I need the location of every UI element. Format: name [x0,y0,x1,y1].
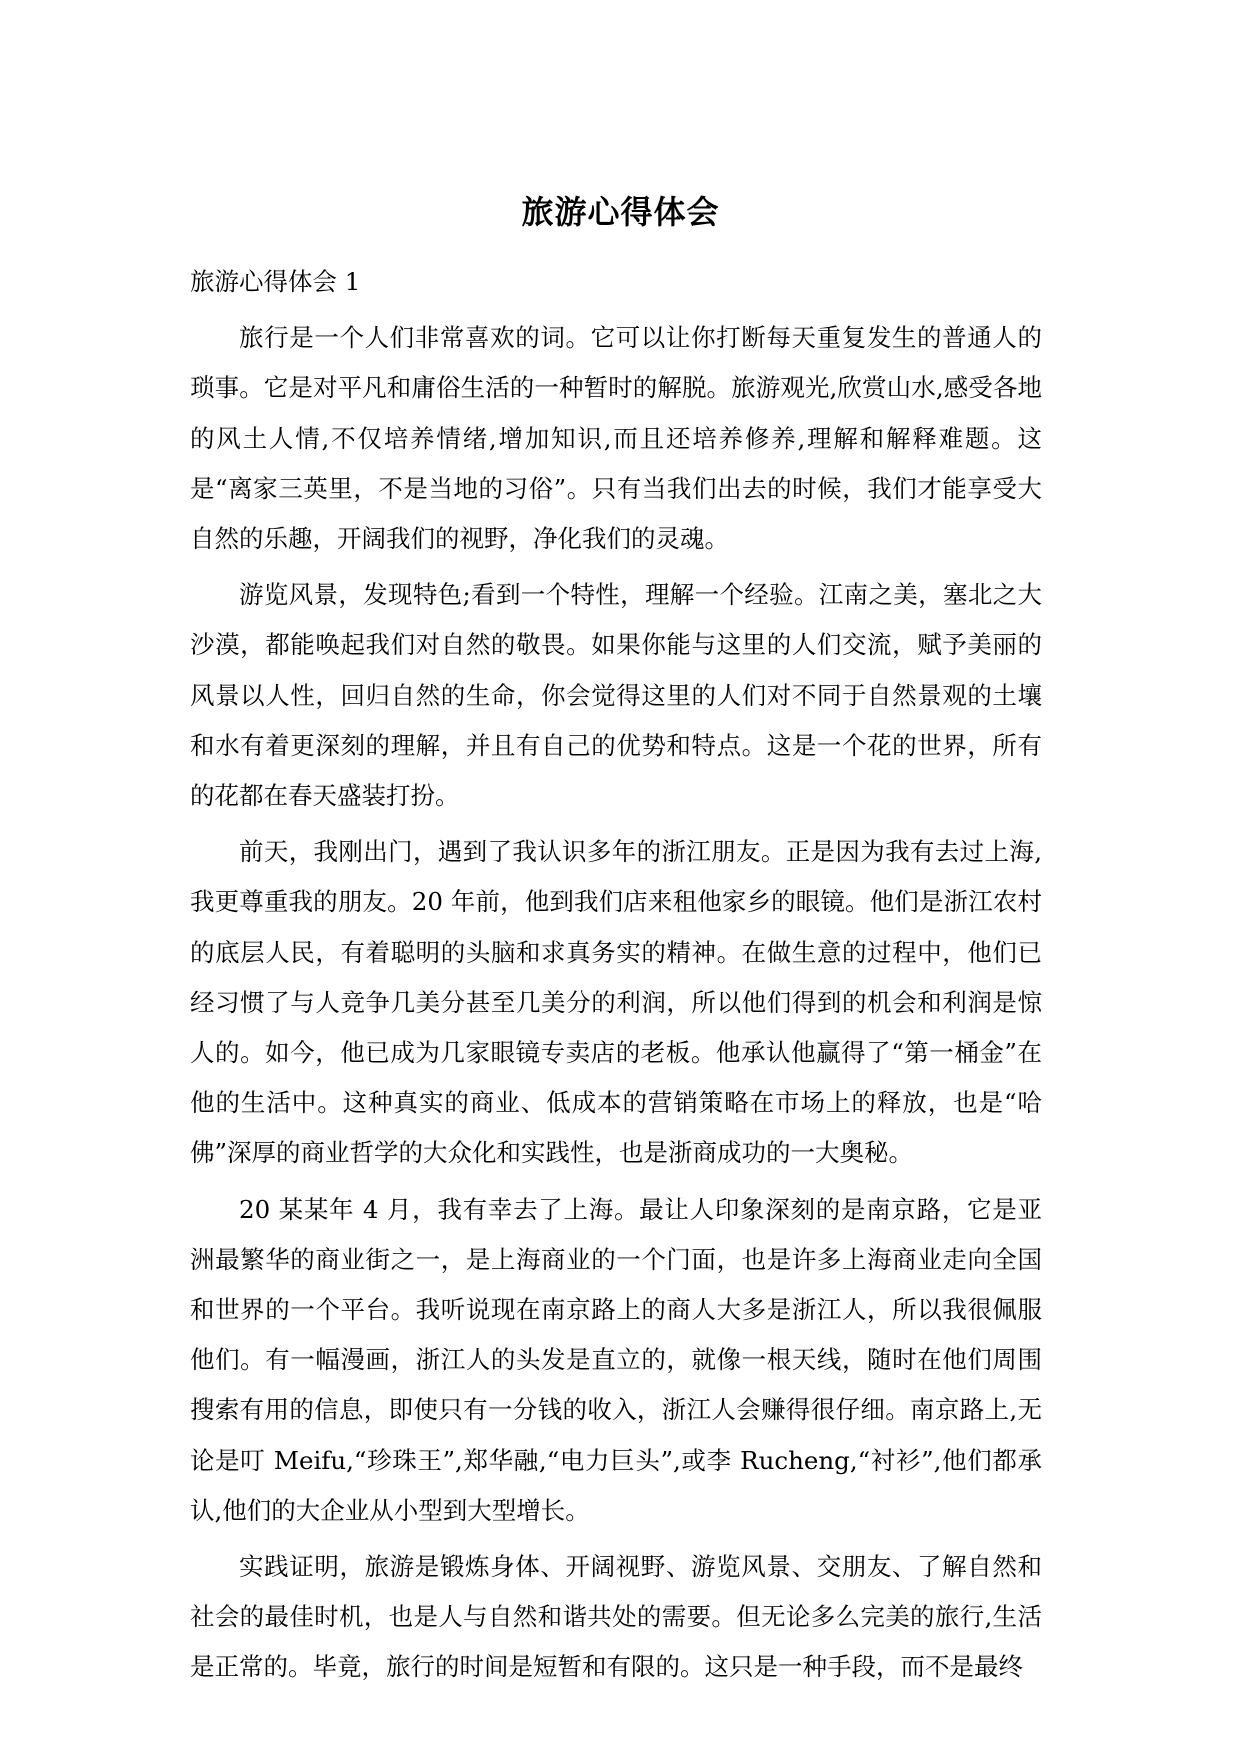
section-heading: 旅游心得体会 1 [190,267,361,296]
document-body [190,257,1042,1699]
paragraph-3: 前天，我刚出门，遇到了我认识多年的浙江朋友。正是因为我有去过上海,我更尊重我的朋友。20 年前，他到我们店来租他家乡的眼镜。他们是浙江农村的底层人民，有着聪明的头脑和求真务实的精神。在做生意的过程中，他们已经习惯了与人竞争几美分甚至几美分的利润，所以他们得到的机会和利润是惊人的。如今，他已成为几家眼镜专卖店的老板。他承认他赢得了“第一桶金”在他的生活中。这种真实的商业、低成本的营销策略在市场上的释放，也是“哈佛”深厚的商业哲学的大众化和实践性，也是浙商成功的一大奥秘。 [190,837,1042,1168]
document-title: 旅游心得体会 [521,193,720,231]
paragraph-4: 20 某某年 4 月，我有幸去了上海。最让人印象深刻的是南京路，它是亚洲最繁华的商业街之一，是上海商业的一个门面，也是许多上海商业走向全国和世界的一个平台。我听说现在南京路上的商人大多是浙江人，所以我很佩服他们。有一幅漫画，浙江人的头发是直立的，就像一根天线，随时在他们周围搜索有用的信息，即使只有一分钱的收入，浙江人会赚得很仔细。南京路上,无论是叮 Meifu,“珍珠王”,郑华融,“电力巨头”,或李 Rucheng,“衬衫”,他们都承认,他们的大企业从小型到大型增长。 [190,1194,1042,1525]
paragraph-2: 游览风景，发现特色;看到一个特性，理解一个经验。江南之美，塞北之大沙漠，都能唤起我们对自然的敬畏。如果你能与这里的人们交流，赋予美丽的风景以人性，回归自然的生命，你会觉得这里的人们对不同于自然景观的土壤和水有着更深刻的理解，并且有自己的优势和特点。这是一个花的世界，所有的花都在春天盛装打扮。 [190,580,1042,811]
paragraph-1: 旅行是一个人们非常喜欢的词。它可以让你打断每天重复发生的普通人的琐事。它是对平凡和庸俗生活的一种暂时的解脱。旅游观光,欣赏山水,感受各地的风土人情,不仅培养情绪,增加知识,而且还培养修养,理解和解释难题。这是“离家三英里，不是当地的习俗”。只有当我们出去的时候，我们才能享受大自然的乐趣，开阔我们的视野，净化我们的灵魂。 [190,323,1042,554]
paragraph-5: 实践证明，旅游是锻炼身体、开阔视野、游览风景、交朋友、了解自然和社会的最佳时机，也是人与自然和谐共处的需要。但无论多么完美的旅行,生活是正常的。毕竟，旅行的时间是短暂和有限的。这只是一种手段，而不是最终 [190,1552,1042,1682]
